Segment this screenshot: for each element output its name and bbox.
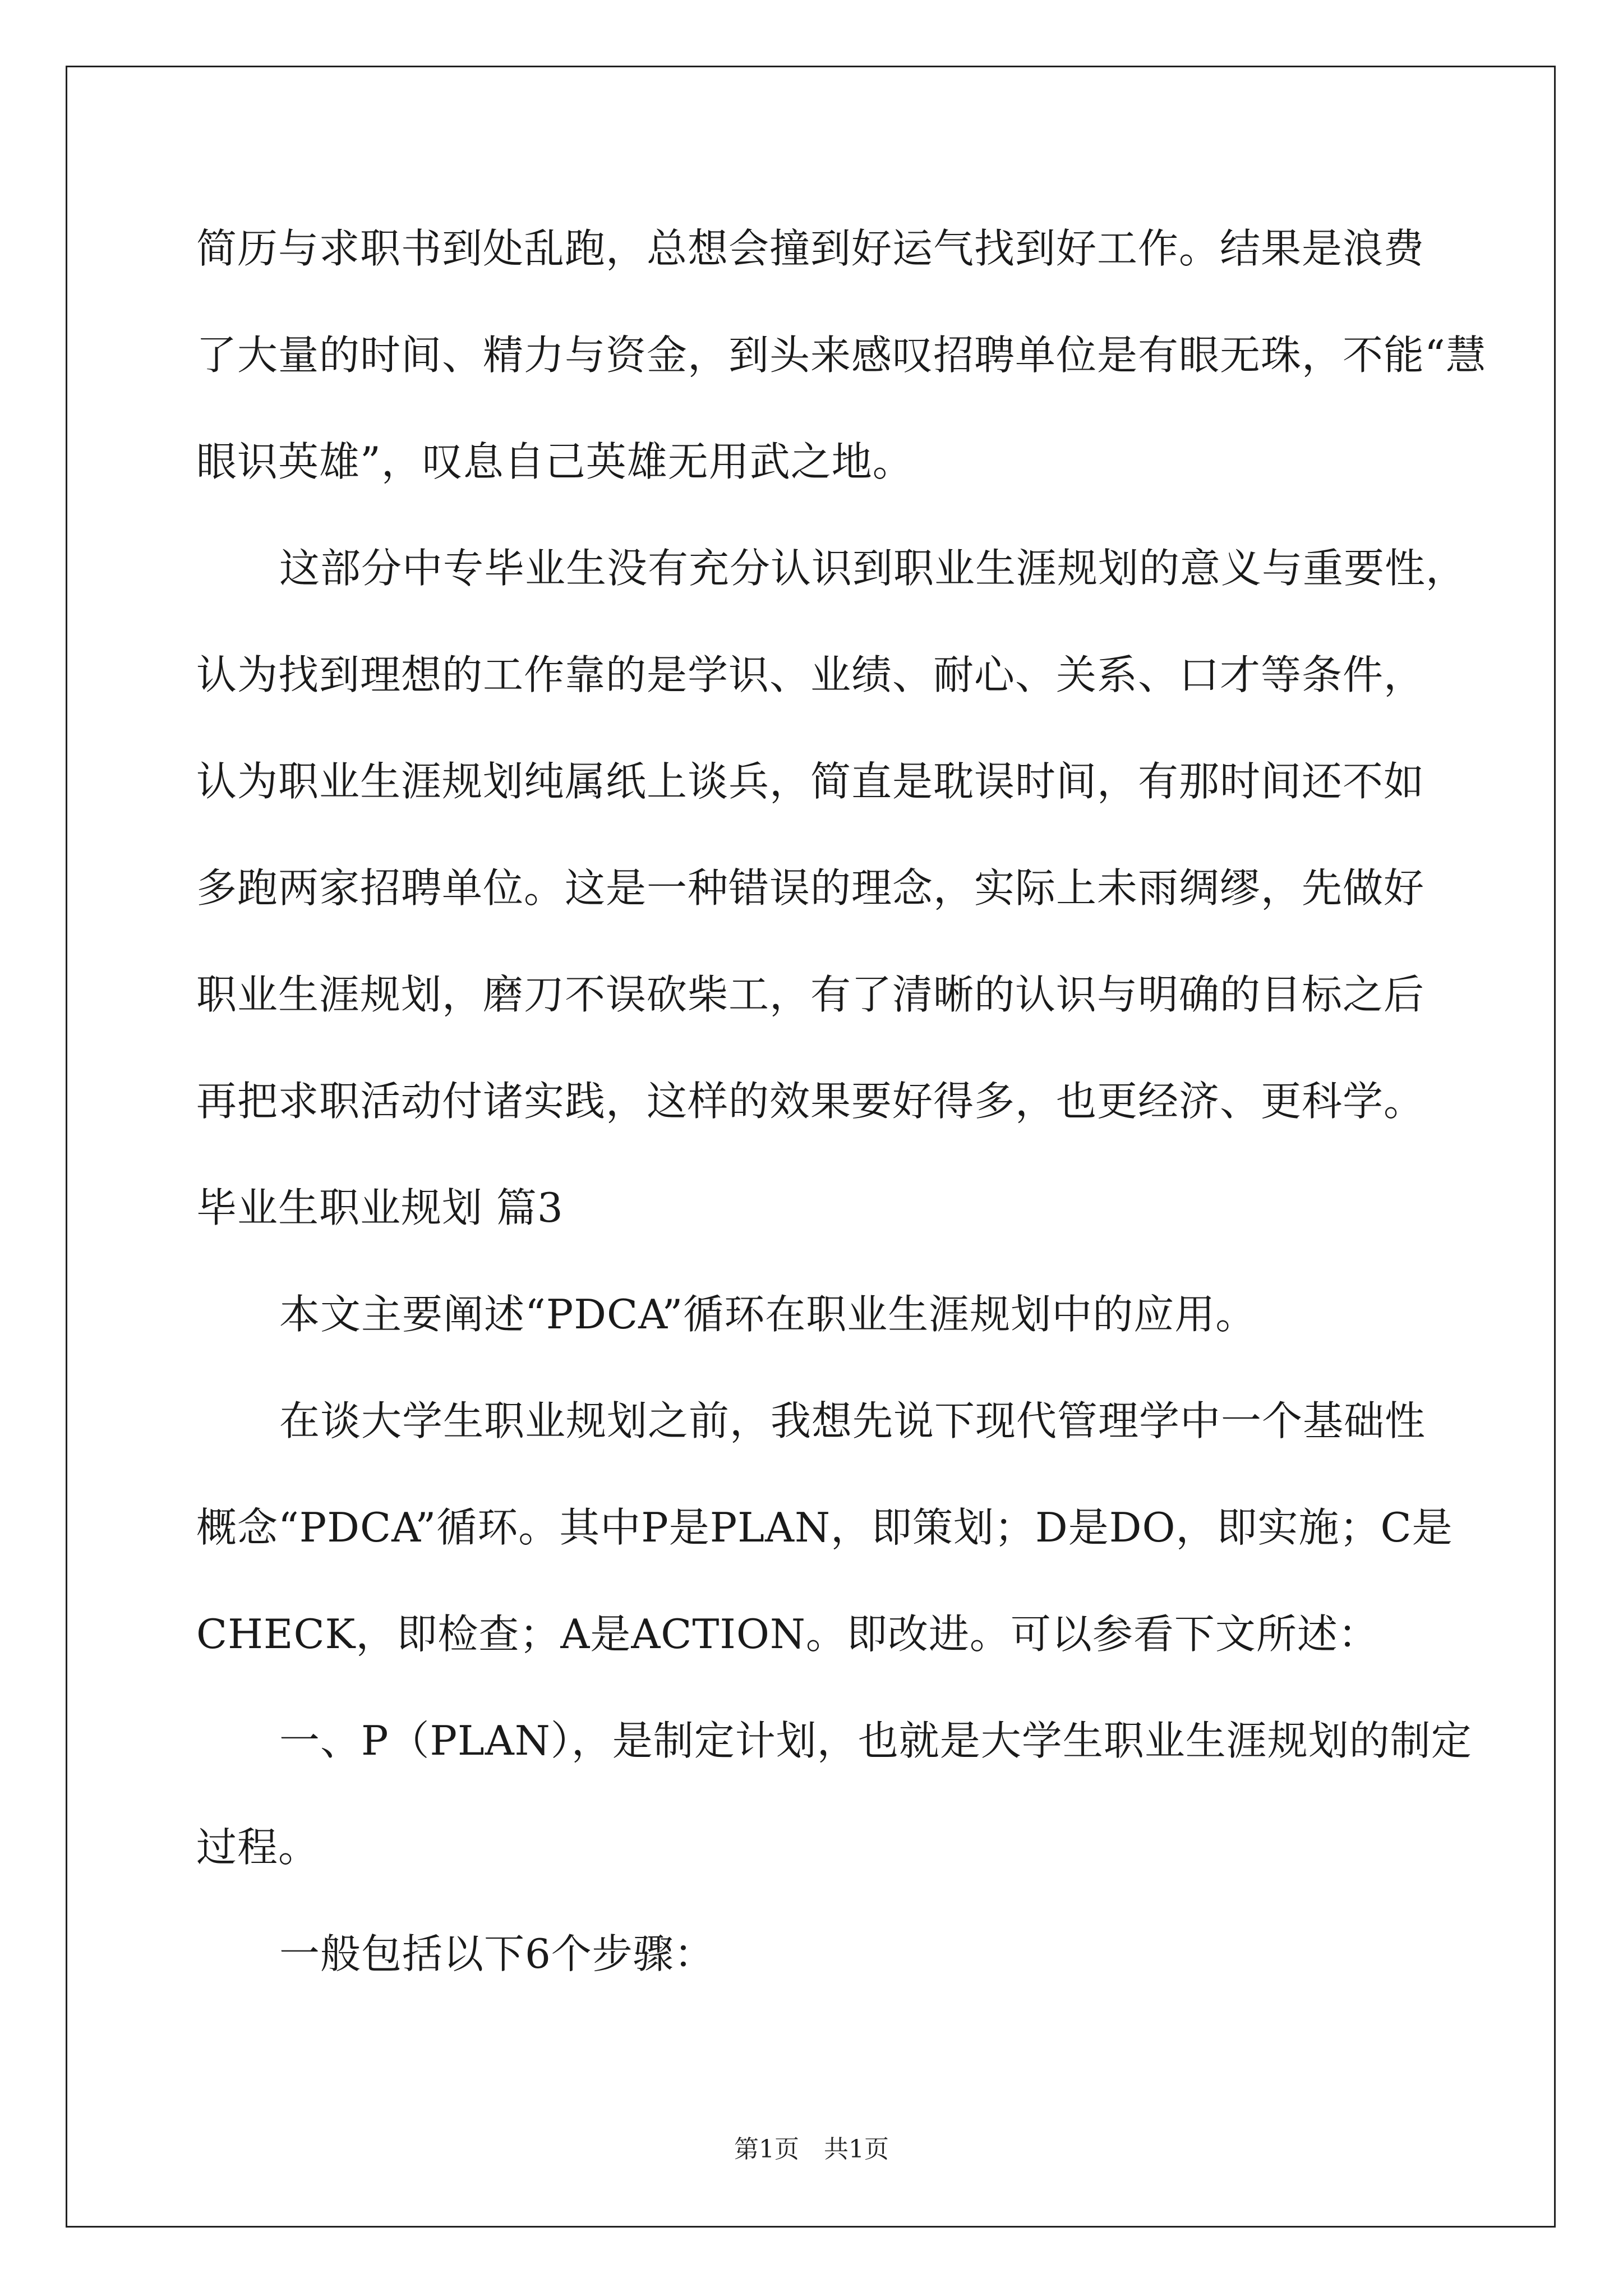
text-line: 职业生涯规划，磨刀不误砍柴工，有了清晰的认识与明确的目标之后 (196, 971, 1425, 1018)
text-line: 认为职业生涯规划纯属纸上谈兵，简直是耽误时间，有那时间还不如 (196, 758, 1425, 805)
paragraph-start-line: 在谈大学生职业规划之前，我想先说下现代管理学中一个基础性 (279, 1397, 1426, 1444)
paragraph-start-line: 一般包括以下6个步骤： (279, 1930, 715, 1977)
text-line: 认为找到理想的工作靠的是学识、业绩、耐心、关系、口才等条件， (196, 651, 1425, 698)
page-border (66, 66, 1556, 2228)
paragraph-start-line: 一、P（PLAN），是制定计划，也就是大学生职业生涯规划的制定 (279, 1717, 1472, 1764)
text-line: 概念“PDCA”循环。其中P是PLAN，即策划；D是DO，即实施；C是 (196, 1504, 1453, 1551)
text-line: 眼识英雄”，叹息自己英雄无用武之地。 (196, 438, 914, 485)
text-line: 再把求职活动付诸实践，这样的效果要好得多，也更经济、更科学。 (196, 1078, 1425, 1125)
paragraph-start-line: 本文主要阐述“PDCA”循环在职业生涯规划中的应用。 (279, 1291, 1257, 1338)
text-line: 了大量的时间、精力与资金，到头来感叹招聘单位是有眼无珠，不能“慧 (196, 332, 1487, 379)
page-number-footer: 第1页 共1页 (734, 2135, 889, 2164)
section-heading: 毕业生职业规划 篇3 (196, 1184, 564, 1231)
text-line: 简历与求职书到处乱跑，总想会撞到好运气找到好工作。结果是浪费 (196, 225, 1425, 272)
paragraph-start-line: 这部分中专毕业生没有充分认识到职业生涯规划的意义与重要性， (279, 545, 1467, 592)
text-line: CHECK，即检查；A是ACTION。即改进。可以参看下文所述： (196, 1611, 1379, 1658)
text-line: 过程。 (196, 1824, 320, 1871)
text-line: 多跑两家招聘单位。这是一种错误的理念，实际上未雨绸缪，先做好 (196, 864, 1425, 912)
